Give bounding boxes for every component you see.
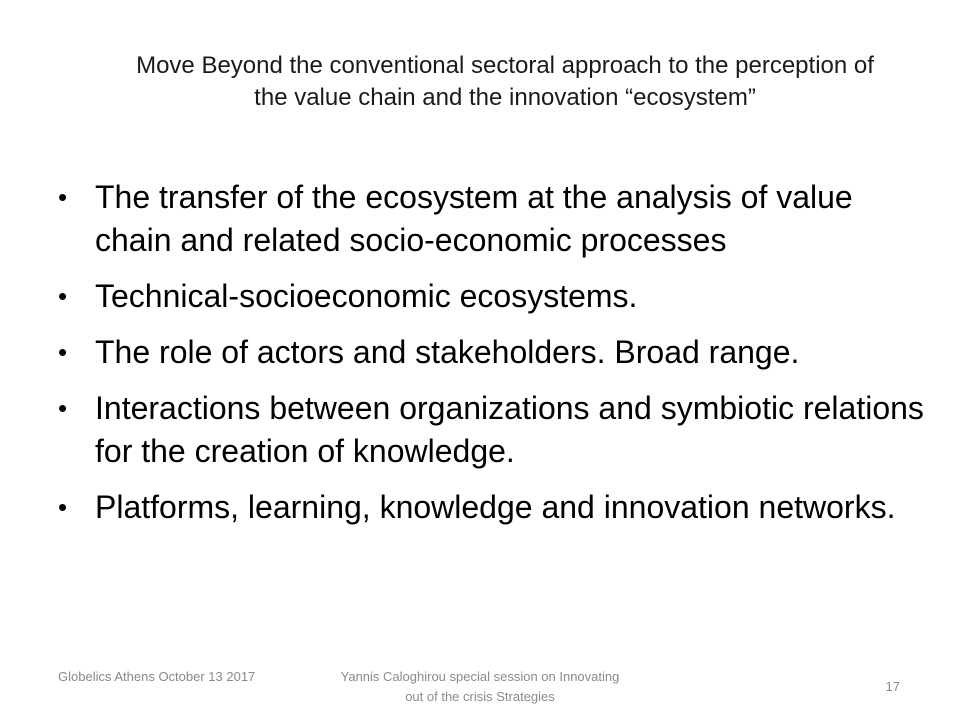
bullet-item [58,176,938,262]
footer-session: Yannis Caloghirou special session on Innovating out of the crisis Strategies [340,669,620,704]
footer-event: Globelics Athens October 13 2017 [58,669,256,684]
slide-title: Move Beyond the conventional sectoral approach to the perception of the value chain and the innovation “ecosystem” [136,52,874,111]
bullet-icon: • [58,182,68,212]
bullet-item [58,275,938,318]
bullet-icon: • [58,492,68,522]
bullet-text: Interactions between organizations and symbiotic relations for the creation of knowledge. [95,390,924,469]
bullet-text: Technical-socioeconomic ecosystems. [95,278,638,314]
bullet-item [58,387,938,473]
slide-number: 17 [885,679,900,694]
bullet-text: The role of actors and stakeholders. Broad range. [95,334,800,370]
bullet-list [58,176,938,542]
bullet-icon: • [58,281,68,311]
bullet-icon: • [58,393,68,423]
bullet-item [58,331,938,374]
bullet-text: The transfer of the ecosystem at the analysis of value chain and related socio-economic processes [95,179,853,258]
bullet-item [58,486,938,529]
bullet-text: Platforms, learning, knowledge and innovation networks. [95,489,896,525]
bullet-icon: • [58,337,68,367]
